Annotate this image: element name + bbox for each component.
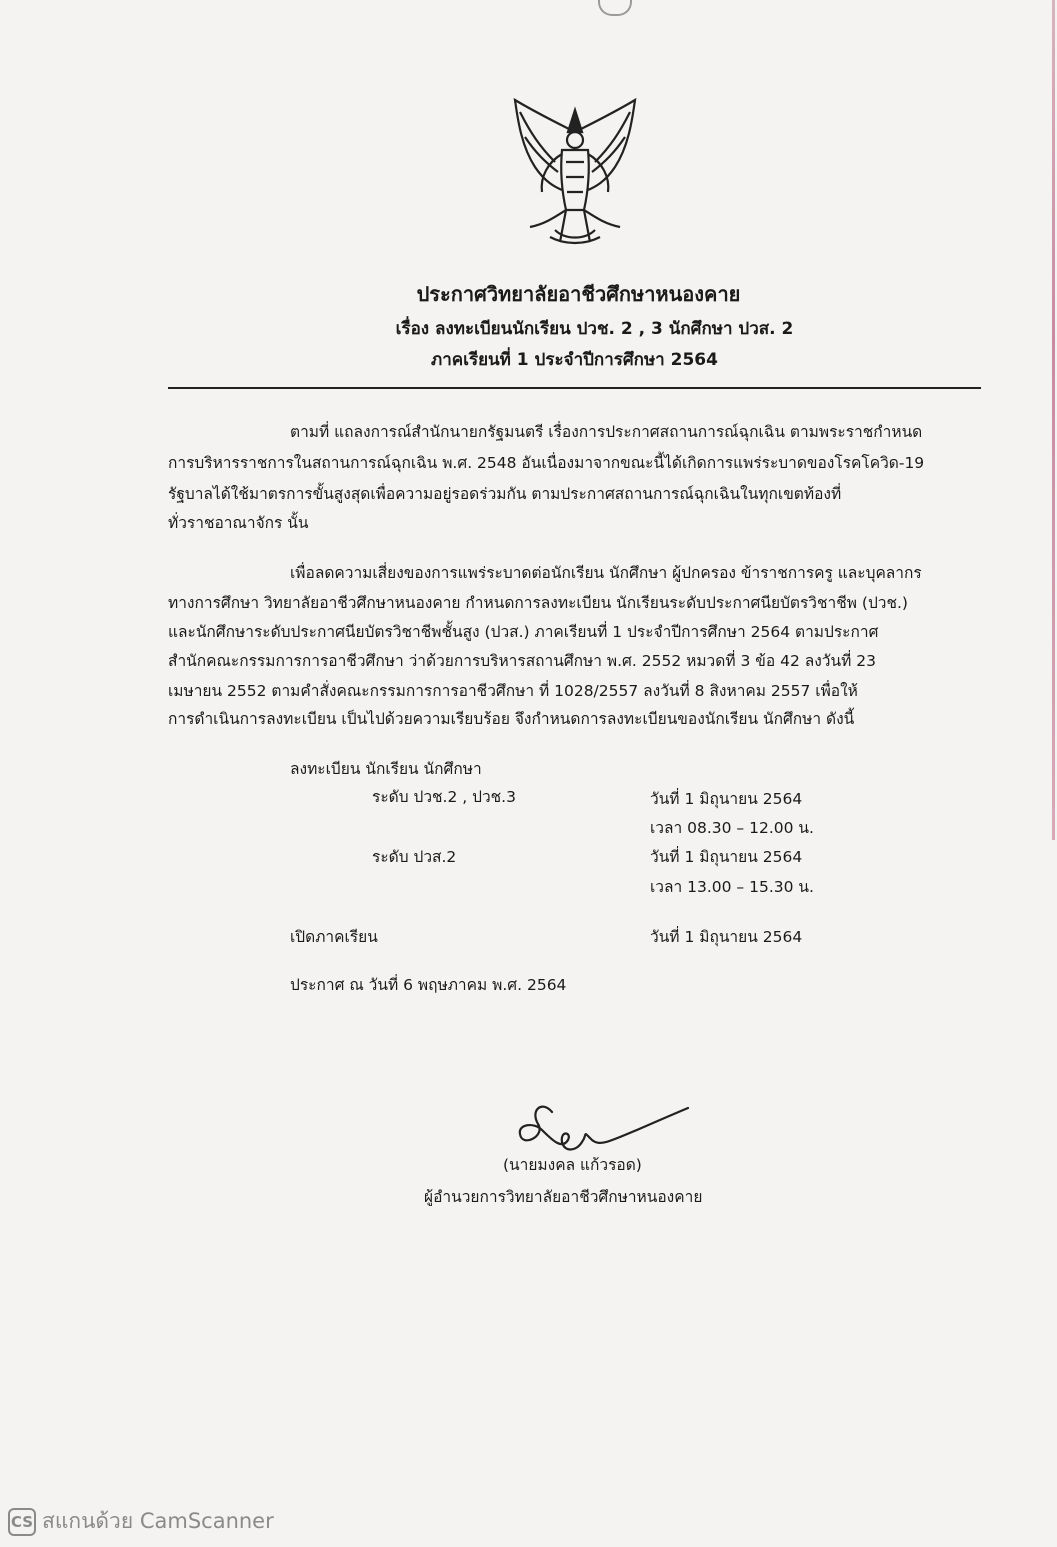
header-divider — [168, 387, 981, 389]
schedule-level-2: ระดับ ปวส.2 — [372, 848, 457, 866]
paragraph-line: เมษายน 2552 ตามคำสั่งคณะกรรมการการอาชีวศึกษา ที่ 1028/2557 ลงวันที่ 8 สิงหาคม 2557 เพื่อให้ — [168, 682, 858, 700]
term-open-date: วันที่ 1 มิถุนายน 2564 — [650, 928, 803, 946]
paragraph-line: การดำเนินการลงทะเบียน เป็นไปด้วยความเรียบร้อย จึงกำหนดการลงทะเบียนของนักเรียน นักศึกษา ดังนี้ — [168, 710, 855, 728]
paragraph-line: รัฐบาลได้ใช้มาตรการขั้นสูงสุดเพื่อความอยู่รอดร่วมกัน ตามประกาศสถานการณ์ฉุกเฉินในทุกเขตท้องที่ — [168, 485, 842, 503]
announce-date: ประกาศ ณ วันที่ 6 พฤษภาคม พ.ศ. 2564 — [290, 976, 567, 994]
camscanner-text: สแกนด้วย CamScanner — [42, 1509, 274, 1533]
paragraph-line: ตามที่ แถลงการณ์สำนักนายกรัฐมนตรี เรื่องการประกาศสถานการณ์ฉุกเฉิน ตามพระราชกำหนด — [290, 423, 923, 441]
paragraph-line: ทางการศึกษา วิทยาลัยอาชีวศึกษาหนองคาย กำหนดการลงทะเบียน นักเรียนระดับประกาศนียบัตรวิชาชีพ (ปวช.) — [168, 594, 908, 612]
schedule-level-1-date: วันที่ 1 มิถุนายน 2564 — [650, 790, 803, 808]
paragraph-line: ทั่วราชอาณาจักร นั้น — [168, 514, 309, 532]
paragraph-line: สำนักคณะกรรมการการอาชีวศึกษา ว่าด้วยการบริหารสถานศึกษา พ.ศ. 2552 หมวดที่ 3 ข้อ 42 ลงวันที่ 23 — [168, 652, 876, 670]
signatory-name: (นายมงคล แก้วรอด) — [503, 1156, 642, 1174]
schedule-heading: ลงทะเบียน นักเรียน นักศึกษา — [290, 760, 482, 778]
schedule-level-2-time: เวลา 13.00 – 15.30 น. — [650, 878, 814, 896]
schedule-level-1-time: เวลา 08.30 – 12.00 น. — [650, 819, 814, 837]
staple-mark — [598, 0, 632, 16]
term-open-label: เปิดภาคเรียน — [290, 928, 378, 946]
signatory-position: ผู้อำนวยการวิทยาลัยอาชีวศึกษาหนองคาย — [424, 1188, 703, 1206]
page-edge-stripe — [1052, 0, 1055, 840]
camscanner-watermark — [8, 1505, 274, 1538]
announcement-subject: เรื่อง ลงทะเบียนนักเรียน ปวช. 2 , 3 นักศึกษา ปวส. 2 — [395, 319, 794, 339]
paragraph-line: การบริหารราชการในสถานการณ์ฉุกเฉิน พ.ศ. 2548 อันเนื่องมาจากขณะนี้ได้เกิดการแพร่ระบาดของโรคโควิด-19 — [168, 454, 925, 472]
schedule-level-2-date: วันที่ 1 มิถุนายน 2564 — [650, 848, 803, 866]
announcement-term: ภาคเรียนที่ 1 ประจำปีการศึกษา 2564 — [431, 350, 718, 370]
schedule-level-1: ระดับ ปวช.2 , ปวช.3 — [372, 788, 516, 806]
garuda-emblem-icon — [500, 92, 650, 246]
announcement-title: ประกาศวิทยาลัยอาชีวศึกษาหนองคาย — [416, 282, 741, 306]
paragraph-line: และนักศึกษาระดับประกาศนียบัตรวิชาชีพชั้นสูง (ปวส.) ภาคเรียนที่ 1 ประจำปีการศึกษา 2564 ตามประกาศ — [168, 623, 879, 641]
paragraph-line: เพื่อลดความเสี่ยงของการแพร่ระบาดต่อนักเรียน นักศึกษา ผู้ปกครอง ข้าราชการครู และบุคลากร — [290, 564, 922, 582]
camscanner-logo-icon: CS — [8, 1508, 36, 1536]
signature-icon — [512, 1100, 692, 1160]
